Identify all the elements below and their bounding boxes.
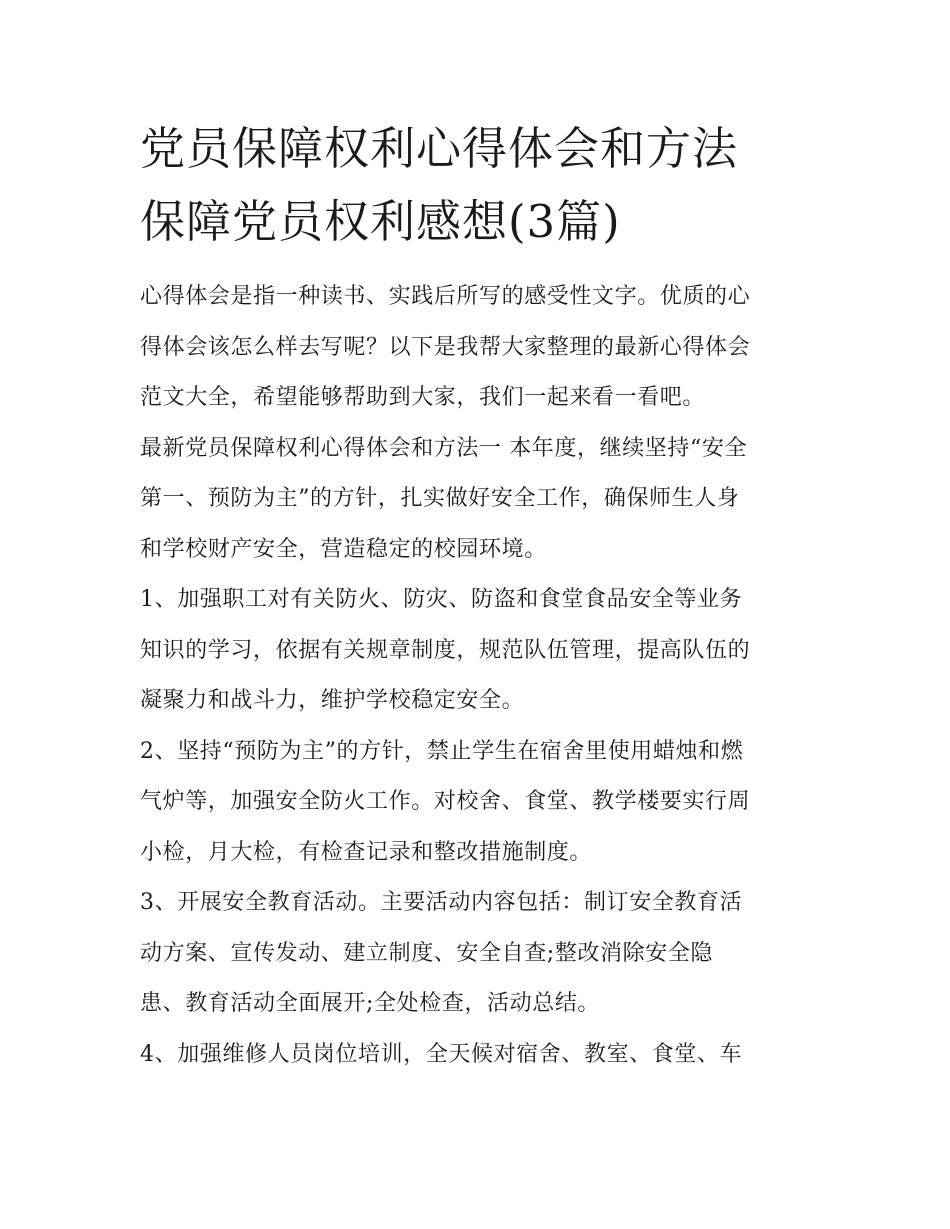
title-line-2: 保障党员权利感想(3篇) [140, 195, 621, 248]
document-title [140, 112, 830, 258]
text-line: 得体会该怎么样去写呢？以下是我帮大家整理的最新心得体会 [140, 334, 751, 360]
item-4-paragraph [140, 1030, 830, 1081]
text-line: 动方案、宣传发动、建立制度、安全自查;整改消除安全隐 [140, 940, 714, 966]
text-line: 小检，月大检，有检查记录和整改措施制度。 [140, 839, 593, 865]
document-body [140, 272, 830, 1080]
title-line-1: 党员保障权利心得体会和方法 [140, 122, 739, 175]
text-line: 心得体会是指一种读书、实践后所写的感受性文字。优质的心 [140, 284, 751, 309]
text-line: 最新党员保障权利心得体会和方法一 本年度，继续坚持“安全 [140, 435, 748, 461]
section-one-paragraph [140, 424, 830, 576]
text-line: 患、教育活动全面展开;全处检查，活动总结。 [140, 991, 601, 1016]
text-line: 凝聚力和战斗力，维护学校稳定安全。 [140, 688, 525, 713]
item-3-paragraph [140, 878, 830, 1030]
text-line: 第一、预防为主”的方针，扎实做好安全工作，确保师生人身 [140, 486, 740, 511]
text-line: 4、加强维修人员岗位培训，全天候对宿舍、教室、食堂、车 [140, 1041, 743, 1067]
text-line: 范文大全，希望能够帮助到大家，我们一起来看一看吧。 [140, 385, 706, 410]
text-line: 2、坚持“预防为主”的方针，禁止学生在宿舍里使用蜡烛和燃 [140, 738, 744, 764]
text-line: 3、开展安全教育活动。主要活动内容包括：制订安全教育活 [140, 890, 743, 915]
intro-paragraph [140, 272, 830, 424]
text-line: 气炉等，加强安全防火工作。对校舍、食堂、教学楼要实行周 [140, 789, 751, 814]
text-line: 知识的学习，依据有关规章制度，规范队伍管理，提高队伍的 [140, 637, 751, 663]
text-line: 1、加强职工对有关防火、防灾、防盗和食堂食品安全等业务 [140, 587, 743, 612]
item-1-paragraph [140, 575, 830, 727]
text-line: 和学校财产安全，营造稳定的校园环境。 [140, 536, 547, 562]
item-2-paragraph [140, 727, 830, 879]
